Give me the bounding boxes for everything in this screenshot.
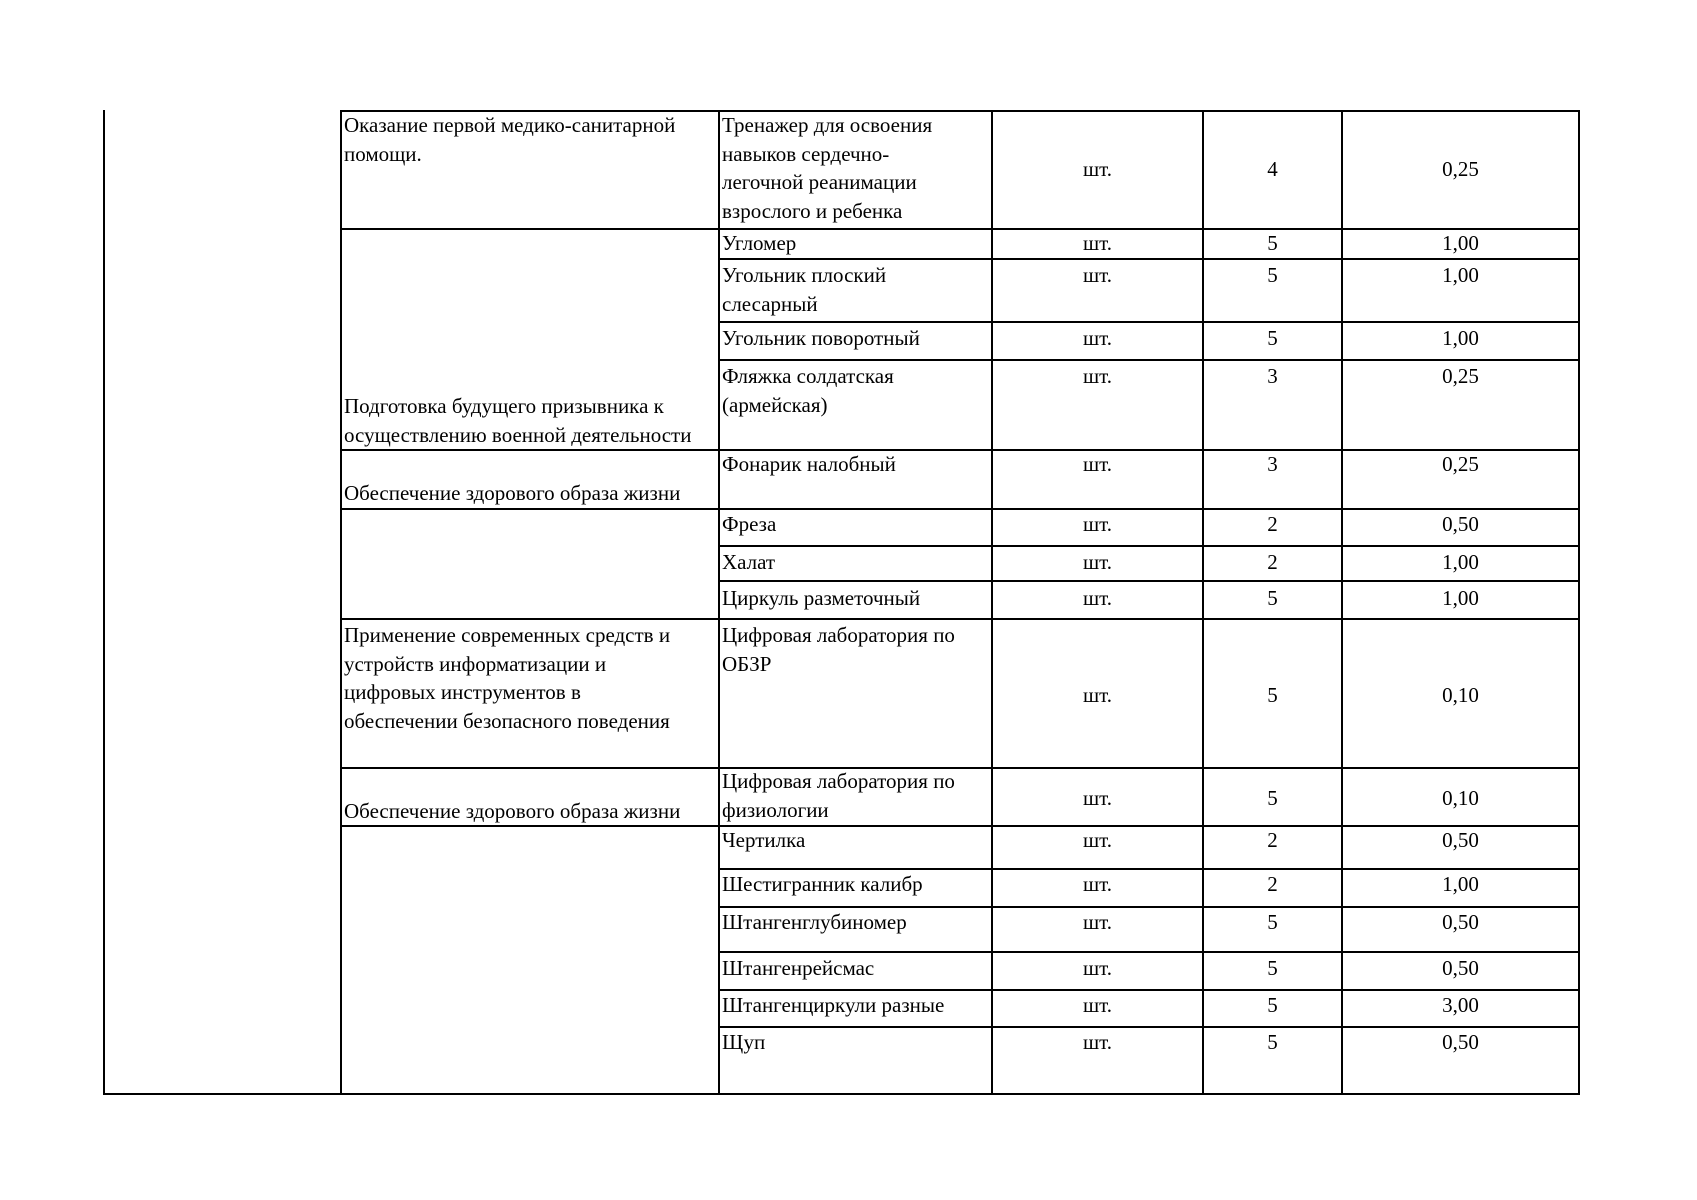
unit-cell: шт.	[1082, 586, 1113, 610]
item-name: Штангенрейсмас	[722, 956, 875, 980]
unit-cell: шт.	[1082, 993, 1113, 1017]
qty-cell: 2	[1267, 872, 1278, 896]
unit-cell: шт.	[1082, 872, 1113, 896]
table-border	[103, 110, 105, 1095]
value-cell: 0,50	[1442, 910, 1479, 934]
value-cell: 0,50	[1442, 828, 1479, 852]
qty-cell: 5	[1267, 1030, 1278, 1054]
unit-cell: шт.	[1082, 1030, 1113, 1054]
table-border	[718, 258, 1580, 260]
value-cell: 0,25	[1442, 452, 1479, 476]
qty-cell: 3	[1267, 452, 1278, 476]
unit-cell: шт.	[1082, 157, 1113, 181]
qty-cell: 4	[1267, 157, 1278, 181]
item-name: Чертилка	[722, 828, 806, 852]
value-cell: 1,00	[1442, 550, 1479, 574]
value-cell: 0,10	[1442, 683, 1479, 707]
unit-cell: шт.	[1082, 452, 1113, 476]
qty-cell: 2	[1267, 828, 1278, 852]
table-border	[718, 545, 1580, 547]
table-border	[340, 618, 1580, 620]
item-name: Угольник поворотный	[722, 326, 920, 350]
qty-cell: 5	[1267, 993, 1278, 1017]
item-name: Тренажер для освоения навыков сердечно- легочной реанимации взрослого и ребенка	[722, 113, 933, 223]
qty-cell: 5	[1267, 786, 1278, 810]
qty-cell: 5	[1267, 263, 1278, 287]
table-border	[718, 359, 1580, 361]
value-cell: 1,00	[1442, 263, 1479, 287]
qty-cell: 5	[1267, 231, 1278, 255]
unit-cell: шт.	[1082, 231, 1113, 255]
qty-cell: 5	[1267, 586, 1278, 610]
qty-cell: 2	[1267, 512, 1278, 536]
table-border	[718, 951, 1580, 953]
section-label: Обеспечение здорового образа жизни	[344, 799, 681, 823]
table-border	[340, 110, 342, 1095]
qty-cell: 2	[1267, 550, 1278, 574]
item-name: Цифровая лаборатория по ОБЗР	[722, 623, 955, 676]
item-name: Штангенглубиномер	[722, 910, 907, 934]
item-name: Шестигранник калибр	[722, 872, 923, 896]
unit-cell: шт.	[1082, 956, 1113, 980]
unit-cell: шт.	[1082, 326, 1113, 350]
item-name: Циркуль разметочный	[722, 586, 921, 610]
table-border	[718, 580, 1580, 582]
unit-cell: шт.	[1082, 910, 1113, 934]
value-cell: 0,50	[1442, 512, 1479, 536]
item-name: Угольник плоский слесарный	[722, 263, 887, 316]
item-name: Цифровая лаборатория по физиологии	[722, 769, 955, 822]
value-cell: 1,00	[1442, 231, 1479, 255]
value-cell: 0,50	[1442, 1030, 1479, 1054]
unit-cell: шт.	[1082, 550, 1113, 574]
unit-cell: шт.	[1082, 263, 1113, 287]
qty-cell: 5	[1267, 910, 1278, 934]
qty-cell: 5	[1267, 683, 1278, 707]
section-label: Оказание первой медико-санитарной помощи.	[344, 113, 676, 166]
value-cell: 0,10	[1442, 786, 1479, 810]
value-cell: 0,25	[1442, 364, 1479, 388]
qty-cell: 3	[1267, 364, 1278, 388]
item-name: Щуп	[722, 1030, 766, 1054]
section-label: Обеспечение здорового образа жизни	[344, 481, 681, 505]
section-label: Подготовка будущего призывника к осуществлению военной деятельности	[344, 394, 692, 447]
item-name: Штангенциркули разные	[722, 993, 945, 1017]
unit-cell: шт.	[1082, 786, 1113, 810]
value-cell: 0,50	[1442, 956, 1479, 980]
unit-cell: шт.	[1082, 364, 1113, 388]
value-cell: 3,00	[1442, 993, 1479, 1017]
value-cell: 0,25	[1442, 157, 1479, 181]
table-border	[103, 1093, 1580, 1095]
item-name: Халат	[722, 550, 776, 574]
item-name: Угломер	[722, 231, 797, 255]
value-cell: 1,00	[1442, 586, 1479, 610]
qty-cell: 5	[1267, 326, 1278, 350]
item-name: Фляжка солдатская (армейская)	[722, 364, 894, 417]
unit-cell: шт.	[1082, 683, 1113, 707]
table-border	[340, 767, 1580, 769]
unit-cell: шт.	[1082, 512, 1113, 536]
table-border	[718, 321, 1580, 323]
qty-cell: 5	[1267, 956, 1278, 980]
value-cell: 1,00	[1442, 326, 1479, 350]
item-name: Фонарик налобный	[722, 452, 896, 476]
value-cell: 1,00	[1442, 872, 1479, 896]
item-name: Фреза	[722, 512, 777, 536]
section-label: Применение современных средств и устройств информатизации и цифровых инструментов в обеспечении безопасного поведения	[344, 623, 671, 733]
unit-cell: шт.	[1082, 828, 1113, 852]
